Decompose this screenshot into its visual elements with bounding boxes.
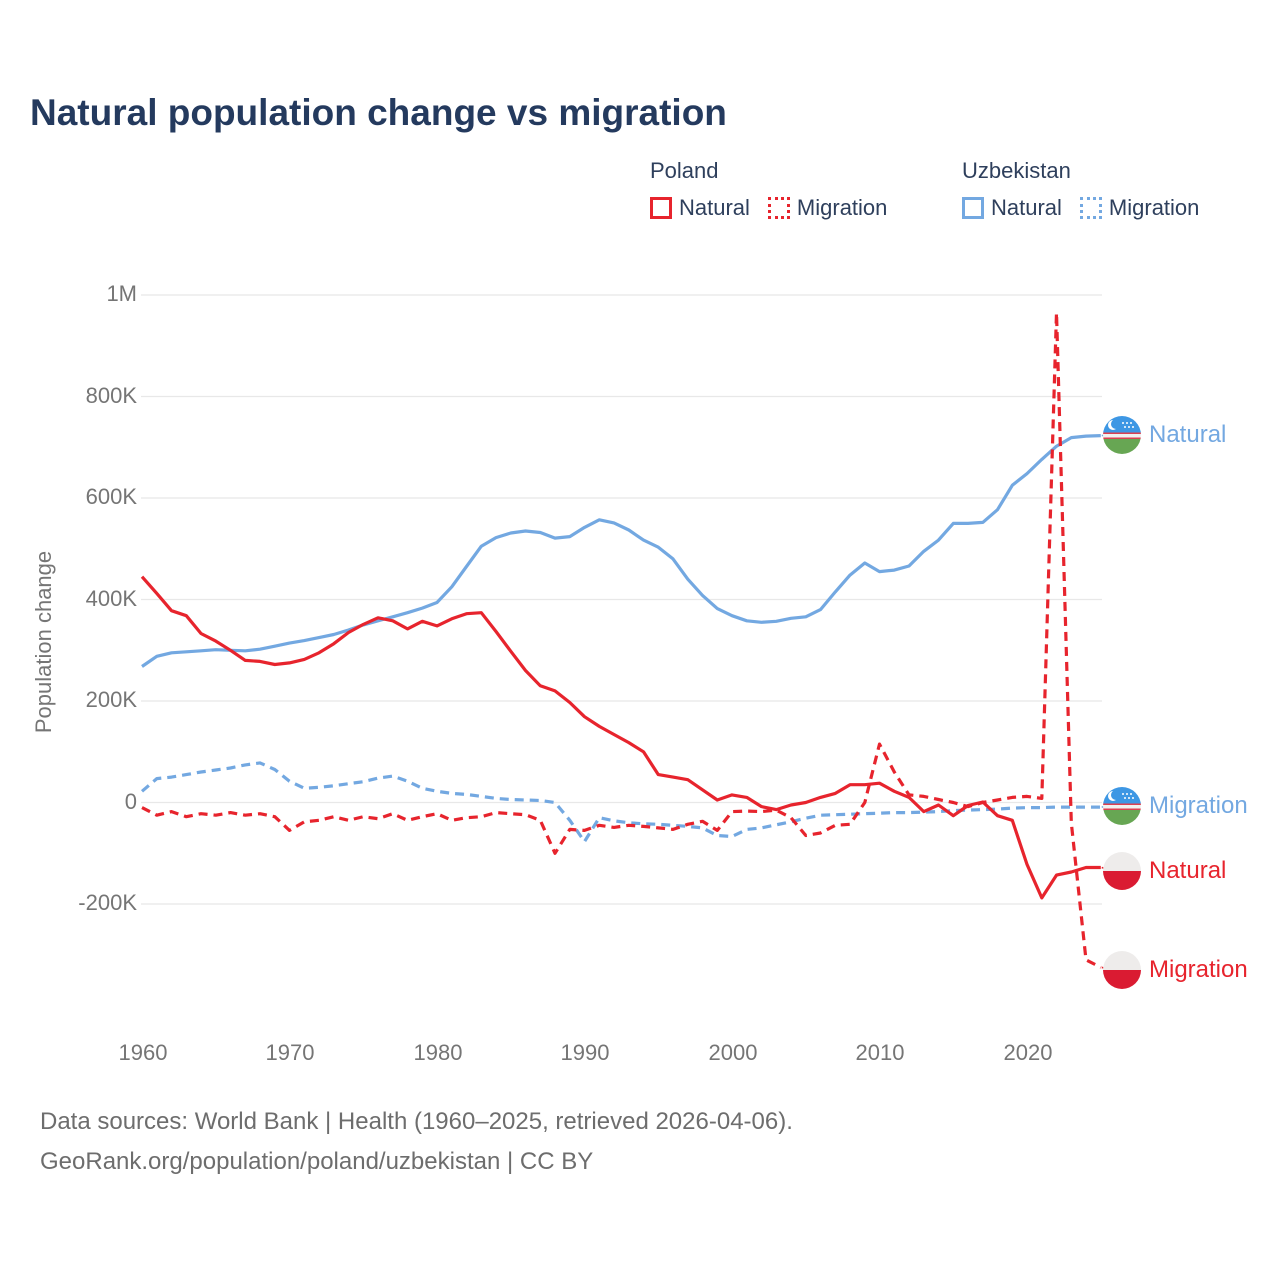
y-tick-neg200k: -200K bbox=[78, 890, 137, 915]
x-tick-2020: 2020 bbox=[1003, 1040, 1053, 1065]
poland-migration-swatch-icon bbox=[768, 197, 790, 219]
series-poland-natural-line[interactable] bbox=[142, 577, 1101, 898]
page-title: Natural population change vs migration bbox=[30, 92, 727, 133]
y-tick-200k: 200K bbox=[85, 687, 137, 712]
end-label-uzbekistan-natural bbox=[1103, 416, 1226, 454]
series-poland-migration-line[interactable] bbox=[142, 313, 1101, 968]
legend-item-uzbekistan-migration[interactable] bbox=[1080, 195, 1199, 221]
legend-item-poland-natural[interactable] bbox=[650, 195, 750, 221]
uzbekistan-flag-icon bbox=[1103, 416, 1141, 454]
legend-group-poland bbox=[650, 158, 887, 221]
poland-flag-icon bbox=[1103, 951, 1141, 989]
x-tick-1960: 1960 bbox=[118, 1040, 168, 1065]
poland-natural-swatch-icon bbox=[650, 197, 672, 219]
end-label-poland-natural bbox=[1103, 852, 1226, 890]
legend-country-poland: Poland bbox=[650, 158, 719, 183]
uzbekistan-flag-icon bbox=[1103, 787, 1141, 825]
end-label-text: Natural bbox=[1149, 421, 1227, 448]
y-tick-400k: 400K bbox=[85, 586, 137, 611]
attribution-link[interactable]: GeoRank.org/population/poland/uzbekistan | CC BY bbox=[40, 1148, 594, 1175]
x-tick-1990: 1990 bbox=[560, 1040, 610, 1065]
x-tick-2010: 2010 bbox=[855, 1040, 905, 1065]
poland-flag-icon bbox=[1103, 852, 1141, 890]
end-label-text: Natural bbox=[1149, 857, 1227, 884]
legend-item-poland-migration[interactable] bbox=[768, 195, 887, 221]
end-label-uzbekistan-migration bbox=[1103, 787, 1248, 825]
y-tick-600k: 600K bbox=[85, 484, 137, 509]
uzbekistan-migration-swatch-icon bbox=[1080, 197, 1102, 219]
series-uzbekistan-natural-line[interactable] bbox=[142, 436, 1101, 667]
y-tick-0: 0 bbox=[124, 789, 137, 814]
legend-label: Migration bbox=[1108, 195, 1200, 220]
legend-country-uzbekistan: Uzbekistan bbox=[962, 158, 1071, 183]
legend-label: Migration bbox=[796, 195, 888, 220]
y-tick-800k: 800K bbox=[85, 383, 137, 408]
legend-label: Natural bbox=[991, 195, 1062, 220]
x-tick-2000: 2000 bbox=[708, 1040, 758, 1065]
legend-group-uzbekistan bbox=[962, 158, 1199, 221]
y-tick-1m: 1M bbox=[106, 281, 137, 306]
end-label-text: Migration bbox=[1149, 956, 1248, 983]
legend-item-uzbekistan-natural[interactable] bbox=[962, 195, 1062, 221]
y-axis-title: Population change bbox=[31, 550, 56, 734]
data-sources-note: Data sources: World Bank | Health (1960–2025, retrieved 2026-04-06). bbox=[40, 1108, 793, 1135]
uzbekistan-natural-swatch-icon bbox=[962, 197, 984, 219]
x-tick-1970: 1970 bbox=[265, 1040, 315, 1065]
legend-label: Natural bbox=[679, 195, 750, 220]
end-label-poland-migration bbox=[1103, 951, 1248, 989]
end-label-text: Migration bbox=[1149, 792, 1248, 819]
x-tick-1980: 1980 bbox=[413, 1040, 463, 1065]
